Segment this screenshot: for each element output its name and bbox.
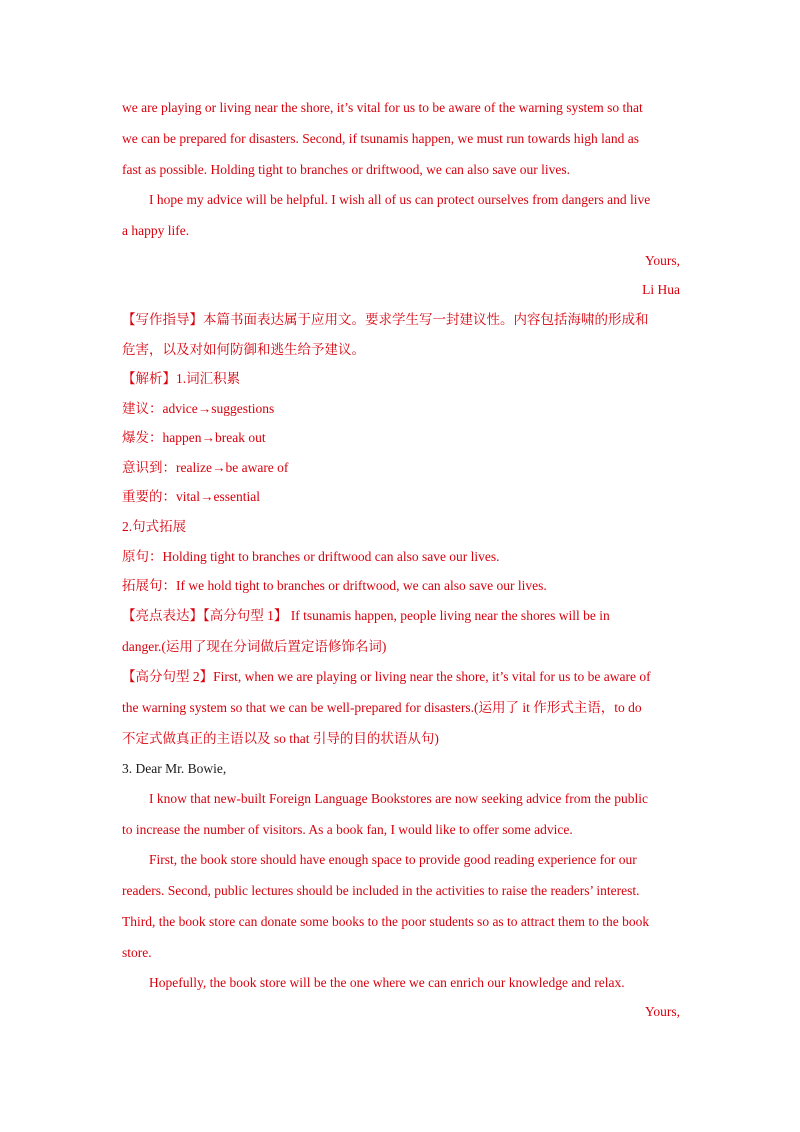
text-line: Hopefully, the book store will be the one where we can enrich our knowledge and relax.	[149, 975, 625, 990]
highlight-line: danger.(运用了现在分词做后置定语修饰名词)	[122, 639, 387, 654]
highlight-line: 【高分句型 2】First, when we are playing or living near the shore, it’s vital for us to be aware of	[122, 669, 651, 684]
highlight-line: 【亮点表达】【高分句型 1】 If tsunamis happen, people living near the shores will be in	[122, 608, 610, 623]
text-line: Third, the book store can donate some books to the poor students so as to attract them to the book	[122, 914, 650, 929]
text-line: a happy life.	[122, 223, 190, 238]
vocab-item: 意识到：realize→be aware of	[122, 460, 289, 475]
guide-line: 危害，以及对如何防御和逃生给予建议。	[122, 342, 365, 357]
letter-signoff: Yours,	[644, 1004, 680, 1019]
highlight-line: 不定式做真正的主语以及 so that 引导的目的状语从句)	[122, 731, 439, 746]
text-line: readers. Second, public lectures should be included in the activities to raise the readers’ interest.	[122, 883, 640, 898]
extended-sentence: 拓展句：If we hold tight to branches or driftwood, we can also save our lives.	[122, 578, 547, 593]
text-line: we are playing or living near the shore, it’s vital for us to be aware of the warning system so that	[122, 100, 643, 115]
text-line: I hope my advice will be helpful. I wish all of us can protect ourselves from dangers and live	[149, 192, 651, 207]
section-heading: 2.句式拓展	[122, 519, 187, 534]
original-sentence: 原句：Holding tight to branches or driftwood can also save our lives.	[122, 549, 500, 564]
vocab-item: 建议：advice→suggestions	[122, 401, 275, 416]
guide-line: 【写作指导】本篇书面表达属于应用文。要求学生写一封建议性。内容包括海啸的形成和	[122, 312, 649, 327]
analysis-heading: 【解析】1.词汇积累	[122, 371, 241, 386]
text-line: First, the book store should have enough space to provide good reading experience for our	[149, 852, 637, 867]
vocab-item: 爆发：happen→break out	[122, 430, 266, 445]
text-line: I know that new-built Foreign Language Bookstores are now seeking advice from the public	[149, 791, 648, 806]
text-line: to increase the number of visitors. As a book fan, I would like to offer some advice.	[122, 822, 573, 837]
letter-greeting: 3. Dear Mr. Bowie,	[122, 761, 227, 776]
letter-signoff: Yours,	[644, 253, 680, 268]
letter-signature: Li Hua	[642, 282, 680, 297]
highlight-line: the warning system so that we can be well-prepared for disasters.(运用了 it 作形式主语，to do	[122, 700, 642, 715]
vocab-item: 重要的：vital→essential	[122, 489, 260, 504]
text-line: we can be prepared for disasters. Second, if tsunamis happen, we must run towards high land as	[122, 131, 639, 146]
text-line: fast as possible. Holding tight to branches or driftwood, we can also save our lives.	[122, 162, 571, 177]
text-line: store.	[122, 945, 152, 960]
